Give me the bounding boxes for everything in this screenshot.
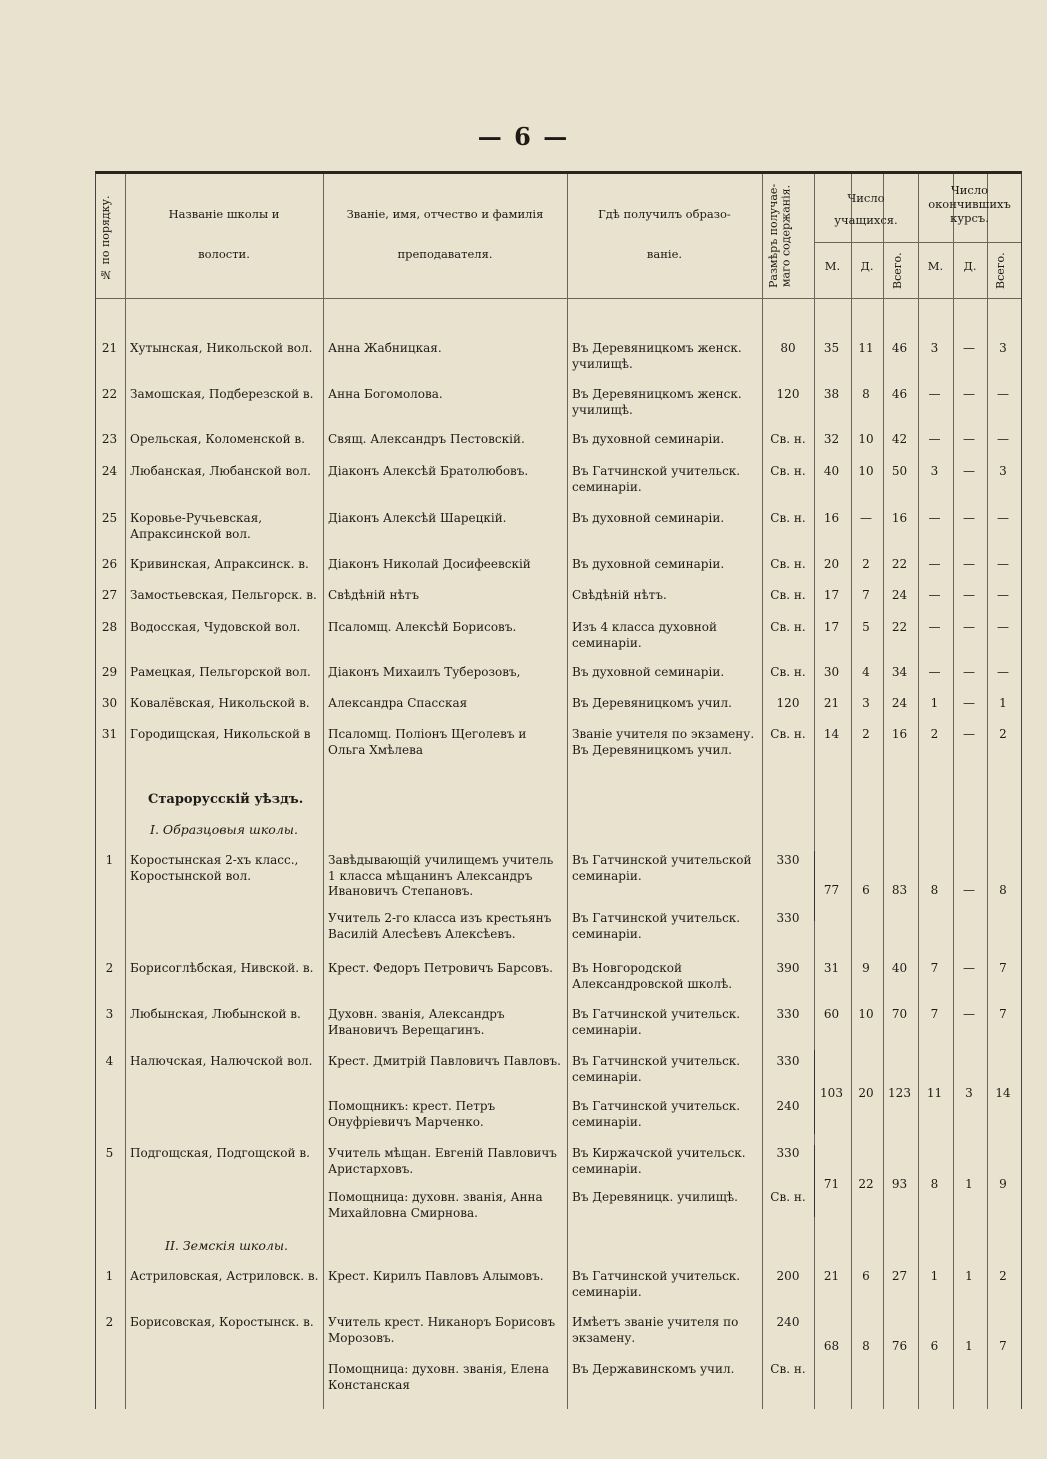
header-graduates-2: окончившихъ [928,197,1011,211]
school-name: Налючская, Налючской вол. [130,1054,313,1068]
school-name: Городищская, Никольской в [130,727,311,741]
header-graduates-total: Всего. [994,252,1007,290]
header-graduates-3: курсъ. [950,211,989,225]
count-sd: 7 [862,588,870,602]
row-number: 28 [101,620,118,634]
school-name: Любанская, Любанской вол. [130,464,311,478]
teacher-name: Псаломщ. Поліонъ Щеголевъ и Ольга Хмѣлева [328,727,527,757]
salary: Св. н. [770,1190,806,1204]
group-count-sd: 6 [862,1269,870,1283]
group-count-st: 27 [891,1269,908,1283]
school-name: Орельская, Коломенской в. [130,432,305,446]
row-number: 22 [101,387,118,401]
count-st: 46 [891,387,908,401]
count-sd: 10 [858,464,874,478]
salary: Св. н. [770,620,806,634]
count-st: 24 [891,696,908,710]
group-count-gd: 1 [965,1339,973,1353]
row-number: 4 [105,1054,114,1068]
count-gm: 3 [930,341,939,355]
education: Имѣетъ званіе учителя по экзамену. [572,1315,739,1345]
group-count-gm: 7 [930,1007,939,1021]
header-students-1: Число [847,191,885,205]
count-gt: 3 [999,341,1007,355]
teacher-name: Діаконъ Алексѣй Братолюбовъ. [328,464,529,478]
group-count-gd: 1 [965,1177,973,1191]
group-count-sm: 103 [820,1086,843,1100]
salary: 120 [776,387,800,401]
teacher-name: Помощникъ: крест. Петръ Онуфріевичъ Марченко. [328,1099,496,1129]
group-count-gt: 9 [999,1177,1007,1191]
group-count-sd: 20 [858,1086,874,1100]
group-count-gm: 1 [930,1269,939,1283]
count-gm: — [928,665,941,679]
grouping-brace [814,851,815,921]
teacher-name: Свѣдѣній нѣтъ [328,588,419,602]
header-col-education-1: Гдѣ получилъ образо- [598,207,731,221]
education: Въ Деревяницкомъ женск. училищѣ. [572,387,742,417]
group-count-gt: 7 [999,1007,1007,1021]
group-count-gm: 6 [930,1339,939,1353]
header-students-2: учащихся. [834,213,898,227]
count-st: 16 [891,727,908,741]
education: Въ Деревяницк. училищѣ. [572,1190,738,1204]
count-sm: 40 [823,464,840,478]
count-gm: — [928,620,941,634]
school-name: Рамецкая, Пельгорской вол. [130,665,311,679]
count-gm: — [928,511,941,525]
count-gt: — [997,432,1009,446]
group-count-gd: 1 [965,1269,973,1283]
count-gm: 3 [930,464,939,478]
row-number: 25 [101,511,118,525]
group-count-st: 93 [891,1177,908,1191]
row-number: 3 [105,1007,114,1021]
count-sd: 10 [858,432,874,446]
count-gm: — [928,387,941,401]
education: Въ Новгородской Александровской школѣ. [572,961,733,991]
salary: 200 [776,1269,800,1283]
group-count-gm: 8 [930,883,939,897]
header-students-m: М. [824,259,841,273]
count-gd: — [963,696,975,710]
education: Въ Гатчинской учительск. семинаріи. [572,1099,741,1129]
salary: 330 [776,853,800,867]
group-count-gm: 7 [930,961,939,975]
count-st: 24 [891,588,908,602]
row-number: 2 [105,1315,114,1329]
row-number: 2 [105,961,114,975]
education: Въ духовной семинаріи. [572,665,725,679]
salary: 240 [776,1099,800,1113]
count-gm: — [928,588,941,602]
group-count-st: 76 [891,1339,908,1353]
education: Въ Гатчинской учительской семинаріи. [572,853,752,883]
education: Изъ 4 класса духовной семинаріи. [572,620,718,650]
count-gt: — [997,557,1009,571]
teacher-name: Діаконъ Алексѣй Шарецкій. [328,511,507,525]
education: Свѣдѣній нѣтъ. [572,588,667,602]
header-col-education-2: ваніе. [646,247,683,261]
school-name: Водосская, Чудовской вол. [130,620,301,634]
count-gm: — [928,557,941,571]
group-count-sm: 21 [823,1269,840,1283]
school-name: Кривинская, Апраксинск. в. [130,557,309,571]
count-gt: — [997,387,1009,401]
row-number: 26 [101,557,118,571]
count-gd: — [963,727,975,741]
salary: 330 [776,1146,800,1160]
teacher-name: Свящ. Александръ Пестовскій. [328,432,525,446]
salary: Св. н. [770,464,806,478]
count-sd: 5 [862,620,870,634]
count-sd: 11 [858,341,874,355]
subsection-title-1: I. Образцовыя школы. [150,822,298,837]
count-sm: 35 [823,341,840,355]
header-col-no: № по порядку. [99,195,112,281]
group-count-st: 40 [891,961,908,975]
teacher-name: Анна Богомолова. [328,387,443,401]
school-name: Коростынская 2-хъ класс., Коростынской вол. [130,853,299,883]
group-count-sm: 77 [823,883,840,897]
salary: 80 [780,341,796,355]
count-sm: 14 [823,727,840,741]
education: Въ духовной семинаріи. [572,511,725,525]
group-count-sd: 10 [858,1007,874,1021]
group-count-sm: 68 [823,1339,840,1353]
row-number: 24 [101,464,118,478]
row-number: 27 [101,588,118,602]
row-number: 1 [105,853,114,867]
education: Въ Гатчинской учительск. семинаріи. [572,1007,741,1037]
count-st: 50 [891,464,908,478]
salary: Св. н. [770,511,806,525]
teacher-name: Учитель крест. Никаноръ Борисовъ Морозовъ. [328,1315,556,1345]
count-gt: — [997,588,1009,602]
teacher-name: Завѣдывающій училищемъ учитель 1 класса мѣщанинъ Александръ Ивановичъ Степановъ. [328,853,554,899]
teacher-name: Анна Жабницкая. [328,341,442,355]
row-number: 29 [101,665,118,679]
count-sm: 16 [823,511,840,525]
education: Въ Державинскомъ учил. [572,1362,735,1376]
count-gm: 2 [930,727,939,741]
salary: Св. н. [770,588,806,602]
teacher-name: Крест. Кирилъ Павловъ Алымовъ. [328,1269,544,1283]
count-sd: — [860,511,872,525]
education: Въ Деревяницкомъ учил. [572,696,732,710]
education: Въ Гатчинской учительск. семинаріи. [572,464,741,494]
salary: 330 [776,1007,800,1021]
count-gt: — [997,511,1009,525]
grouping-brace [814,1145,815,1217]
group-count-st: 70 [891,1007,908,1021]
group-count-gt: 7 [999,1339,1007,1353]
education: Въ духовной семинаріи. [572,432,725,446]
row-number: 23 [101,432,118,446]
header-col-teacher-1: Званіе, имя, отчество и фамилія [346,207,544,221]
count-st: 46 [891,341,908,355]
education: Въ духовной семинаріи. [572,557,725,571]
teacher-name: Діаконъ Николай Досифеевскій [328,557,531,571]
group-count-gd: — [963,961,975,975]
row-number: 30 [101,696,118,710]
group-count-gt: 14 [995,1086,1011,1100]
teacher-name: Александра Спасская [328,696,468,710]
group-count-sd: 9 [862,961,870,975]
school-name: Замошская, Подберезской в. [130,387,314,401]
group-count-sd: 8 [862,1339,870,1353]
salary: Св. н. [770,665,806,679]
group-count-gt: 2 [999,1269,1007,1283]
salary: 240 [776,1315,800,1329]
teacher-name: Діаконъ Михаилъ Туберозовъ, [328,665,521,679]
school-name: Любынская, Любынской в. [130,1007,301,1021]
teacher-name: Псаломщ. Алексѣй Борисовъ. [328,620,517,634]
salary: Св. н. [770,432,806,446]
salary: 330 [776,911,800,925]
count-st: 22 [891,557,908,571]
row-number: 31 [101,727,118,741]
teacher-name: Помощница: духовн. званія, Елена Констанская [328,1362,550,1392]
salary: 120 [776,696,800,710]
count-sd: 3 [862,696,870,710]
salary: 390 [776,961,800,975]
count-gm: — [928,432,941,446]
school-name: Коровье-Ручьевская, Апраксинской вол. [130,511,263,541]
count-gt: 2 [999,727,1007,741]
salary: Св. н. [770,727,806,741]
count-sm: 20 [823,557,840,571]
count-st: 16 [891,511,908,525]
count-gt: 1 [999,696,1007,710]
count-gd: — [963,620,975,634]
count-sm: 17 [823,588,840,602]
salary: Св. н. [770,1362,806,1376]
count-sm: 38 [823,387,840,401]
count-gd: — [963,432,975,446]
group-count-gm: 11 [926,1086,943,1100]
subsection-title-2: II. Земскія школы. [165,1238,289,1253]
salary: Св. н. [770,557,806,571]
header-students-total: Всего. [891,252,904,290]
group-count-gd: — [963,883,975,897]
group-count-st: 123 [888,1086,911,1100]
group-count-gm: 8 [930,1177,939,1191]
row-number: 21 [101,341,118,355]
page-number: — 6 — [477,122,570,151]
count-gd: — [963,665,975,679]
group-count-sd: 22 [858,1177,874,1191]
education: Званіе учителя по экзамену. Въ Деревяницкомъ учил. [572,727,755,757]
group-count-sm: 31 [823,961,840,975]
school-name: Астриловская, Астриловск. в. [130,1269,319,1283]
salary: 330 [776,1054,800,1068]
section-title: Старорусскій уѣздъ. [148,792,304,807]
count-sd: 2 [862,557,870,571]
school-name: Хутынская, Никольской вол. [130,341,313,355]
count-gt: — [997,665,1009,679]
count-sm: 17 [823,620,840,634]
group-count-sm: 71 [823,1177,840,1191]
teacher-name: Учитель мѣщан. Евгеній Павловичъ Аристарховъ. [328,1146,557,1176]
row-number: 5 [105,1146,114,1160]
school-name: Борисовская, Коростынск. в. [130,1315,314,1329]
count-gt: — [997,620,1009,634]
header-graduates-1: Число [950,183,989,197]
grouping-brace [814,1050,815,1134]
header-graduates-d: Д. [963,259,977,273]
count-sm: 32 [823,432,840,446]
school-name: Подгощская, Подгощской в. [130,1146,310,1160]
count-sd: 8 [862,387,870,401]
header-col-salary: Размѣръ получае-маго содержанія. [767,183,793,289]
count-st: 34 [891,665,908,679]
group-count-gd: — [963,1007,975,1021]
group-count-sm: 60 [823,1007,840,1021]
teacher-name: Крест. Федоръ Петровичъ Барсовъ. [328,961,553,975]
teacher-name: Духовн. званія, Александръ Ивановичъ Верещагинъ. [328,1007,505,1037]
count-gd: — [963,341,975,355]
education: Въ Киржачской учительск. семинаріи. [572,1146,746,1176]
school-table [95,171,1022,1409]
group-count-gd: 3 [965,1086,973,1100]
school-name: Замостьевская, Пельгорск. в. [130,588,317,602]
count-gt: 3 [999,464,1007,478]
count-sd: 2 [862,727,870,741]
school-name: Ковалёвская, Никольской в. [130,696,310,710]
count-st: 42 [891,432,908,446]
count-gm: 1 [930,696,939,710]
count-sm: 30 [823,665,840,679]
group-count-st: 83 [891,883,908,897]
count-gd: — [963,588,975,602]
teacher-name: Крест. Дмитрій Павловичъ Павловъ. [328,1054,561,1068]
group-count-gt: 7 [999,961,1007,975]
header-col-school-1: Названіе школы и [168,207,280,221]
education: Въ Гатчинской учительск. семинаріи. [572,1054,741,1084]
header-col-school-2: волости. [198,247,250,261]
header-graduates-m: М. [927,259,944,273]
school-name: Борисоглѣбская, Нивской. в. [130,961,314,975]
count-sm: 21 [823,696,840,710]
row-number: 1 [105,1269,114,1283]
education: Въ Гатчинской учительск. семинаріи. [572,1269,741,1299]
header-col-teacher-2: преподавателя. [397,247,493,261]
header-students-d: Д. [860,259,874,273]
teacher-name: Помощница: духовн. званія, Анна Михайловна Смирнова. [328,1190,543,1220]
count-gd: — [963,387,975,401]
count-sd: 4 [862,665,870,679]
education: Въ Деревяницкомъ женск. училищѣ. [572,341,742,371]
count-gd: — [963,511,975,525]
teacher-name: Учитель 2-го класса изъ крестьянъ Василій Алесѣевъ Алексѣевъ. [328,911,552,941]
group-count-gt: 8 [999,883,1007,897]
count-gd: — [963,557,975,571]
education: Въ Гатчинской учительск. семинаріи. [572,911,741,941]
group-count-sd: 6 [862,883,870,897]
count-st: 22 [891,620,908,634]
count-gd: — [963,464,975,478]
